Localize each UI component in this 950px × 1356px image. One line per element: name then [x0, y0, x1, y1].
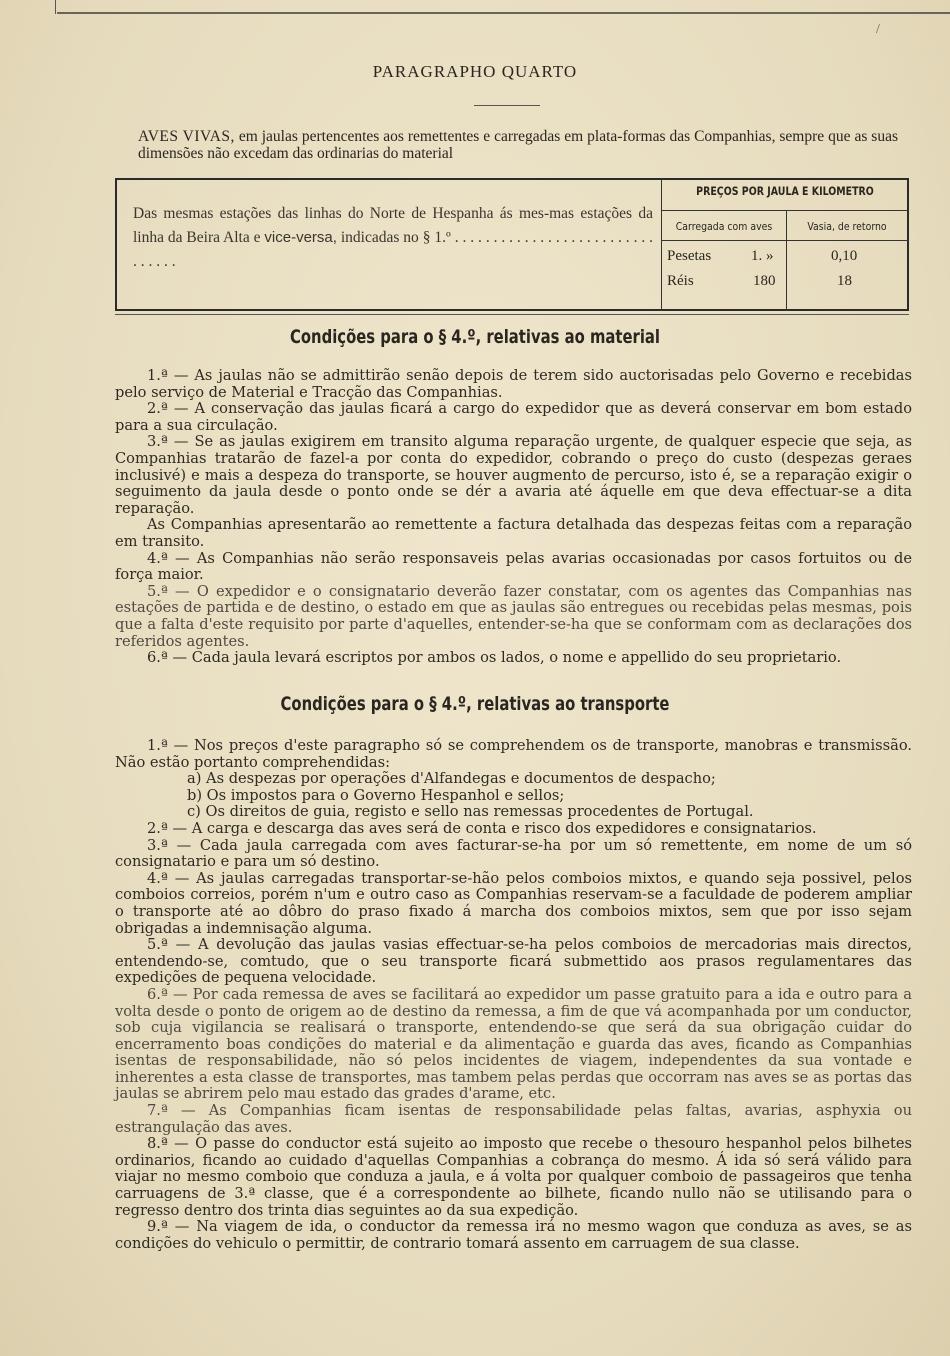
column-loaded-header: Carregada com aves [675, 220, 773, 233]
row-pesetas-label: Pesetas [667, 248, 712, 264]
table-border-bottom [115, 309, 909, 311]
row-reis-label: Réis [667, 273, 694, 289]
table-border-top [115, 178, 909, 180]
transport-subitem-c: c) Os direitos de guia, registo e sello nas remessas procedentes de Portugal. [187, 803, 754, 821]
transport-item: 6.ª — Por cada remessa de aves se facilitará ao expedidor um passe gratuito para a ida e outro para a volta desde o ponto de origem ao de destino da remessa, a fim de que vá acompanhada por um conductor, sob cuja vigilancia se realisará o transporte, entendendo-se que será da sua obrigação cuidar do encerramento boas condições do material e da alimentação e guarda das aves, ficando as Companhias isentas de responsabilidade, não só pelos incidentes de viagem, independentes da sua vontade e inherentes a esta classe de transportes, mas tambem pelas perdas que occorram nas aves se as portas das jaulas se abrirem pelo mau estado das grades d'arame, etc. [115, 985, 912, 1103]
table-subheader-rule [661, 240, 909, 241]
route-description [133, 202, 653, 274]
transport-item: 7.ª — As Companhias ficam isentas de responsabilidade pelas faltas, avarias, asphyxia ou estrangulação das aves. [115, 1102, 912, 1136]
route-dots: . . . . . . . . . . . . . . . . . . . . . . . . . . . . . . . . [133, 229, 654, 270]
transport-item: 1.ª — Nos preços d'este paragrapho só se comprehendem os de transporte, manobras e transmissão. Não estão portanto comprehendidas: [115, 737, 912, 771]
route-vice-versa: vice-versa, [264, 229, 337, 246]
material-item: As Companhias apresentarão ao remettente a factura detalhada das despezas feitas com a reparação em transito. [115, 516, 912, 550]
row-pesetas-loaded: 1. » [751, 248, 774, 264]
section-material-heading: Condições para o § 4.º, relativas ao material [289, 326, 661, 348]
section-transport-body [115, 738, 912, 1252]
corner-mark: / [876, 22, 880, 37]
row-pesetas-empty: 0,10 [831, 248, 858, 264]
transport-item: 4.ª — As jaulas carregadas transportar-se-hão pelos comboios mixtos, e quando seja possivel, pelos comboios correios, porém n'um e outro caso as Companhias reservam-se a faculdade de poderem ampliar o transporte até ao dôbro do praso fixado á marcha dos comboios mixtos, sem que por isso sejam obrigadas a indemnisação alguma. [115, 869, 912, 937]
material-item: 6.ª — Cada jaula levará escriptos por ambos os lados, o nome e appellido do seu proprietario. [147, 649, 842, 667]
row-reis-empty: 18 [837, 273, 852, 289]
column-empty-header: Vasia, de retorno [807, 220, 887, 233]
title-divider [474, 105, 540, 106]
route-text-b: indicadas no § 1.º [340, 229, 451, 246]
intro-caps: AVES VIVAS, [138, 128, 235, 145]
section-material-body [115, 368, 912, 667]
row-reis-loaded: 180 [753, 273, 776, 289]
intro-text: em jaulas pertencentes aos remettentes e carregadas em plata-formas das Companhias, sempre que as suas dimensões não excedam das ordinarias do material [138, 128, 898, 162]
transport-item: 5.ª — A devolução das jaulas vasias effectuar-se-ha pelos comboios de mercadorias mais directos, entendendo-se, comtudo, que o seu transporte ficará submettido aos prasos regulamentares das expedições de pequena velocidade. [115, 936, 912, 987]
section-transport-heading: Condições para o § 4.º, relativas ao transporte [280, 693, 670, 715]
price-header: PREÇOS POR JAULA E KILOMETRO [696, 184, 874, 198]
material-item: 1.ª — As jaulas não se admittirão senão depois de terem sido auctorisadas pelo Governo e recebidas pelo serviço de Material e Tracção das Companhias. [115, 367, 912, 401]
top-margin-rule-horizontal [57, 12, 950, 14]
top-margin-rule [55, 0, 56, 14]
table-divider-columns [786, 210, 787, 311]
transport-item: 3.ª — Cada jaula carregada com aves facturar-se-ha por um só remettente, em nome de um só consignatario e para um só destino. [115, 836, 912, 871]
table-header-rule [661, 210, 909, 211]
table-border-left [115, 178, 117, 311]
transport-subitem-a: a) As despezas por operações d'Alfandegas e documentos de despacho; [187, 770, 716, 788]
page-title: PARAGRAPHO QUARTO [372, 62, 578, 81]
transport-subitem-b: b) Os impostos para o Governo Hespanhol e sellos; [187, 786, 565, 804]
material-item: 5.ª — O expedidor e o consignatario deverão fazer constatar, com os agentes das Companhias nas estações de partida e de destino, o estado em que as jaulas são entregues ou recebidas pelas mesmas, pois que a falta d'este requisito por parte d'aquelles, entender-se-ha que se conformam com as declarações dos referidos agentes. [115, 582, 912, 650]
table-divider-route [661, 178, 662, 311]
material-item: 4.ª — As Companhias não serão responsaveis pelas avarias occasionadas por casos fortuitos ou de força maior. [115, 549, 912, 584]
price-table [115, 178, 909, 311]
table-border-right [907, 178, 909, 311]
material-item: 3.ª — Se as jaulas exigirem em transito alguma reparação urgente, de qualquer especie que seja, as Companhias tratarão de fazel-a por conta do expedidor, cobrando o preço do custo (despezas geraes inclusivé) e mais a despeza do transporte, se houver augmento de percurso, isto é, se a reparação exigir o seguimento da jaula desde o ponto onde se dér a avaria até áquelle em que deva effectuar-se a dita reparação. [115, 433, 912, 517]
route-text-a: Das mesmas estações das linhas do Norte de Hespanha ás mes-mas estações da linha da Beira Alta e [133, 205, 653, 246]
transport-item: 8.ª — O passe do conductor está sujeito ao imposto que recebe o thesouro hespanhol pelos bilhetes ordinarios, ficando ao cuidado d'aquellas Companhias a cobrança do mesmo. Á ida só será válido para viajar no mesmo comboio que conduza a jaula, e á volta por qualquer comboio de passageiros que tenha carruagens de 3.ª classe, que é a correspondente ao bilhete, ficando nullo não se utilisando para o regresso dentro dos trinta dias seguintes ao da sua expedição. [115, 1135, 912, 1219]
transport-item: 2.ª — A carga e descarga das aves será de conta e risco dos expedidores e consignatarios. [147, 819, 817, 837]
transport-item: 9.ª — Na viagem de ida, o conductor da remessa irá no mesmo wagon que conduza as aves, se as condições do vehiculo o permittir, de contrario tomará assento em carruagem de sua classe. [115, 1218, 912, 1252]
table-border-bottom-thin [115, 314, 909, 315]
intro-paragraph [138, 128, 898, 162]
material-item: 2.ª — A conservação das jaulas ficará a cargo do expedidor que as deverá conservar em bom estado para a sua circulação. [115, 400, 912, 434]
